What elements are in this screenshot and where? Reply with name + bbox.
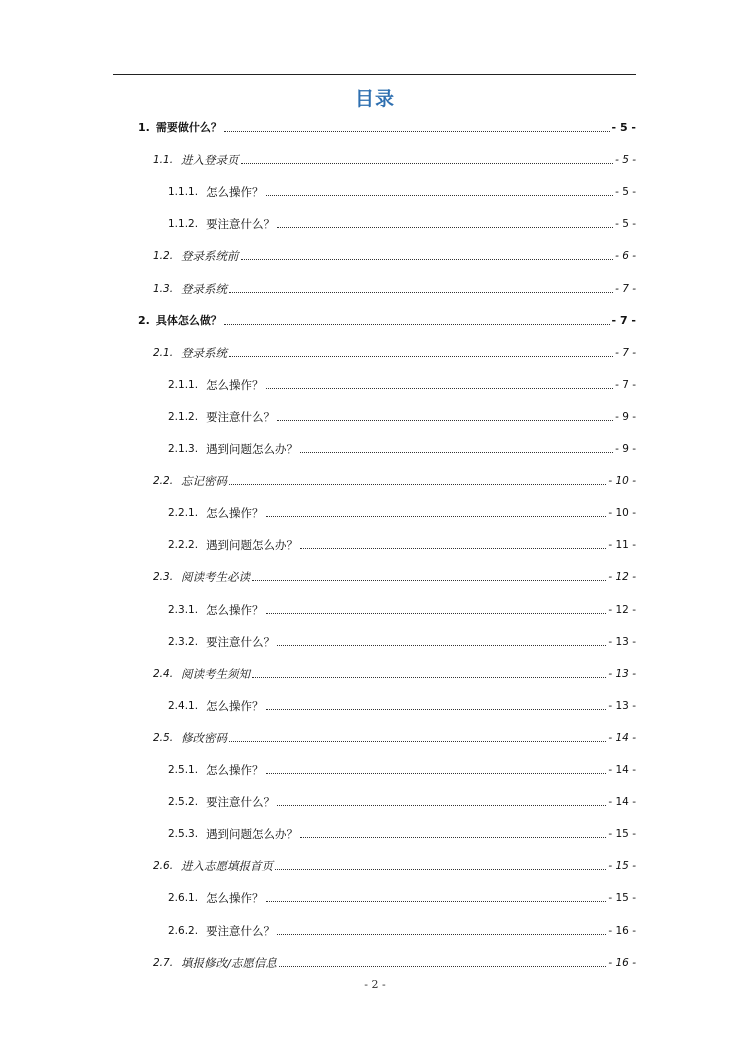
- toc-entry-page: - 7 -: [615, 378, 636, 391]
- toc-entry-page: - 7 -: [611, 313, 636, 327]
- toc-dot-leader: [277, 805, 606, 806]
- toc-entry-title: 怎么操作？: [206, 698, 264, 713]
- toc-entry-page: - 14 -: [608, 796, 636, 809]
- toc-entry-page: - 12 -: [608, 603, 636, 616]
- toc-entry[interactable]: [168, 628, 636, 650]
- toc-dot-leader: [266, 195, 614, 196]
- toc-entry[interactable]: [168, 756, 636, 778]
- toc-entry-number: 2.5.1.: [168, 764, 199, 776]
- toc-entry[interactable]: [153, 242, 636, 264]
- toc-entry-title: 怎么操作？: [206, 891, 264, 906]
- toc-entry-page: - 5 -: [615, 154, 636, 167]
- toc-dot-leader: [266, 388, 614, 389]
- toc-entry-number: 2.4.: [153, 667, 174, 680]
- toc-entry-number: 2.6.: [153, 860, 174, 873]
- toc-entry-page: - 7 -: [615, 282, 636, 295]
- toc-entry[interactable]: [168, 403, 636, 425]
- toc-entry-number: 1.1.: [153, 154, 174, 167]
- toc-dot-leader: [300, 452, 613, 453]
- toc-entry-number: 2.5.: [153, 731, 174, 744]
- toc-entry-title: 忘记密码: [181, 474, 228, 489]
- toc-dot-leader: [266, 516, 607, 517]
- toc-entry[interactable]: [168, 788, 636, 810]
- toc-entry-title: 要注意什么？: [206, 923, 276, 938]
- toc-entry[interactable]: [168, 210, 636, 232]
- toc-entry-number: 1.2.: [153, 250, 174, 263]
- toc-entry[interactable]: [168, 820, 636, 842]
- toc-entry[interactable]: [168, 371, 636, 393]
- toc-entry-page: - 16 -: [608, 924, 636, 937]
- page-number: - 2 -: [364, 978, 386, 991]
- toc-entry[interactable]: [153, 146, 636, 168]
- toc-entry-number: 1.: [138, 121, 150, 134]
- toc-entry-title: 登录系统: [181, 281, 228, 296]
- toc-entry-number: 2.2.2.: [168, 539, 199, 552]
- toc-entry-number: 2.6.1.: [168, 892, 199, 905]
- toc-entry[interactable]: [168, 531, 636, 553]
- toc-entry-number: 1.1.2.: [168, 218, 199, 231]
- toc-dot-leader: [229, 741, 606, 742]
- toc-entry-page: - 5 -: [615, 218, 636, 231]
- toc-dot-leader: [229, 292, 613, 293]
- toc-entry-title: 遇到问题怎么办？: [206, 827, 299, 842]
- toc-entry[interactable]: [168, 917, 636, 939]
- toc-entry-number: 2.3.: [153, 571, 174, 584]
- toc-entry-page: - 13 -: [608, 635, 636, 648]
- toc-entry[interactable]: [138, 114, 636, 136]
- header-rule: [113, 74, 636, 75]
- toc-entry-title: 怎么操作？: [206, 602, 264, 617]
- toc-entry[interactable]: [153, 660, 636, 682]
- toc-entry[interactable]: [168, 596, 636, 618]
- toc-entry-number: 2.2.: [153, 475, 174, 488]
- toc-entry-title: 要注意什么？: [206, 634, 276, 649]
- toc-dot-leader: [275, 869, 606, 870]
- toc-dot-leader: [266, 709, 607, 710]
- toc-entry-title: 登录系统: [181, 345, 228, 360]
- toc-entry[interactable]: [138, 307, 636, 329]
- toc-dot-leader: [224, 131, 610, 132]
- toc-entry-number: 2.1.1.: [168, 378, 199, 391]
- toc-entry[interactable]: [168, 178, 636, 200]
- toc-entry-number: 2.2.1.: [168, 507, 199, 520]
- toc-entry-title: 具体怎么做？: [155, 313, 222, 327]
- toc-entry-title: 登录系统前: [181, 249, 239, 264]
- toc-entry-number: 2.: [138, 313, 150, 327]
- toc-entry-page: - 11 -: [608, 539, 636, 552]
- toc-entry-page: - 13 -: [608, 699, 636, 712]
- toc-entry-page: - 5 -: [611, 121, 636, 134]
- toc-entry-title: 进入志愿填报首页: [181, 859, 274, 874]
- toc-dot-leader: [241, 259, 614, 260]
- toc-entry-title: 要注意什么？: [206, 217, 276, 232]
- toc-entry[interactable]: [168, 884, 636, 906]
- toc-entry-title: 遇到问题怎么办？: [206, 538, 299, 553]
- toc-entry-page: - 10 -: [608, 507, 636, 520]
- toc-dot-leader: [277, 934, 606, 935]
- toc-dot-leader: [224, 324, 610, 325]
- toc-entry[interactable]: [153, 563, 636, 585]
- toc-dot-leader: [266, 613, 607, 614]
- toc-entry[interactable]: [153, 339, 636, 361]
- toc-entry[interactable]: [168, 435, 636, 457]
- toc-entry[interactable]: [153, 467, 636, 489]
- toc-entry-title: 修改密码: [181, 730, 228, 745]
- toc-entry-title: 要注意什么？: [206, 409, 276, 424]
- toc-entry-page: - 14 -: [608, 764, 636, 776]
- toc-dot-leader: [277, 645, 606, 646]
- toc-entry-page: - 10 -: [608, 475, 636, 488]
- toc-entry-number: 2.1.: [153, 346, 174, 359]
- toc-entry-number: 2.4.1.: [168, 699, 199, 712]
- toc-dot-leader: [300, 837, 606, 838]
- toc-entry-page: - 15 -: [608, 828, 636, 841]
- toc-entry-page: - 6 -: [615, 250, 636, 263]
- toc-dot-leader: [300, 548, 606, 549]
- toc-entry-page: - 16 -: [608, 956, 636, 969]
- toc-dot-leader: [252, 580, 606, 581]
- toc-entry-title: 怎么操作？: [206, 763, 264, 777]
- toc-dot-leader: [266, 773, 607, 774]
- toc-entry-title: 遇到问题怎么办？: [206, 442, 299, 456]
- toc-entry[interactable]: [168, 499, 636, 521]
- toc-dot-leader: [241, 163, 614, 164]
- toc-entry-title: 需要做什么？: [155, 121, 222, 134]
- toc-entry-title: 怎么操作？: [206, 377, 264, 392]
- toc-title: 目录: [354, 88, 395, 110]
- toc-dot-leader: [229, 484, 606, 485]
- toc-entry-title: 填报修改/志愿信息: [181, 955, 277, 970]
- toc-entry-page: - 5 -: [615, 186, 636, 199]
- toc-entry-page: - 13 -: [608, 667, 636, 680]
- toc-dot-leader: [266, 901, 607, 902]
- toc-entry[interactable]: [168, 692, 636, 714]
- toc-entry-number: 1.3.: [153, 282, 174, 295]
- toc-entry-page: - 9 -: [615, 410, 636, 423]
- toc-entry-number: 2.5.2.: [168, 796, 199, 809]
- toc-entry-number: 2.1.2.: [168, 410, 199, 423]
- toc-entry-title: 怎么操作？: [206, 185, 264, 200]
- toc-entry-number: 1.1.1.: [168, 186, 199, 199]
- toc-entry-title: 怎么操作？: [206, 506, 264, 521]
- toc-entry-number: 2.1.3.: [168, 443, 199, 455]
- toc-dot-leader: [229, 356, 613, 357]
- toc-entry-number: 2.6.2.: [168, 924, 199, 937]
- toc-entry-title: 阅读考生必读: [181, 570, 251, 585]
- toc-entry[interactable]: [153, 275, 636, 297]
- toc-entry[interactable]: [153, 724, 636, 746]
- toc-entry[interactable]: [153, 852, 636, 874]
- toc-entry-title: 要注意什么？: [206, 795, 276, 810]
- toc-dot-leader: [277, 227, 613, 228]
- toc-entry-number: 2.5.3.: [168, 828, 199, 841]
- toc-entry-number: 2.7.: [153, 956, 174, 969]
- toc-entry-title: 阅读考生须知: [181, 666, 251, 681]
- toc-entry-page: - 9 -: [615, 443, 636, 455]
- toc-entry-page: - 14 -: [608, 731, 636, 744]
- toc-dot-leader: [277, 420, 613, 421]
- toc-entry-number: 2.3.1.: [168, 603, 199, 616]
- toc-entry-page: - 7 -: [615, 346, 636, 359]
- toc-dot-leader: [252, 677, 606, 678]
- toc-dot-leader: [279, 966, 606, 967]
- toc-entry-page: - 15 -: [608, 860, 636, 873]
- toc-entry-page: - 15 -: [608, 892, 636, 905]
- toc-entry-number: 2.3.2.: [168, 635, 199, 648]
- toc-entry-page: - 12 -: [608, 571, 636, 584]
- toc-entry[interactable]: [153, 949, 636, 971]
- toc-entry-title: 进入登录页: [181, 153, 239, 168]
